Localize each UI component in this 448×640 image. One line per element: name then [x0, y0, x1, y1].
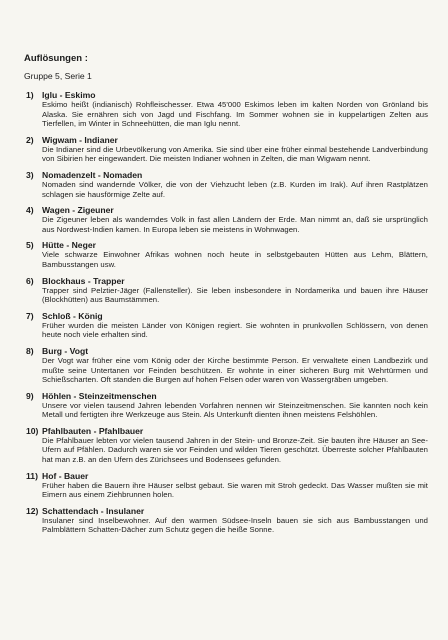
item-number: 11) — [26, 470, 38, 481]
answer-item — [0, 90, 448, 129]
item-description: Nomaden sind wandernde Völker, die von der Viehzucht leben (z.B. Kurden im Irak). Auf ihren Rastplätzen schlagen sie hausförmige Zelte auf. — [42, 179, 428, 199]
item-number: 10) — [26, 425, 39, 436]
item-description: Früher haben die Bauern ihre Häuser selbst gebaut. Sie waren mit Stroh gedeckt. Das Wasser mußten sie mit Eimern aus einem Ziehbrunnen holen. — [42, 480, 428, 500]
item-description: Eskimo heißt (indianisch) Rohfleischesser. Etwa 45'000 Eskimos leben im kalten Norden von Grönland bis Alaska. Sie ernähren sich von Jagd und Fischfang. Im Sommer wohnen sie in kuppelartigen Zelten aus Tierfellen, im Winter in Schneehütten, die man Iglu nennt. — [42, 100, 428, 129]
item-number: 3) — [26, 169, 34, 180]
item-title: Iglu - Eskimo — [42, 90, 96, 100]
answer-item — [0, 276, 448, 305]
item-number: 6) — [26, 275, 34, 286]
item-title: Burg - Vogt — [42, 345, 89, 356]
answer-item — [0, 205, 448, 234]
item-title: Wagen - Zigeuner — [42, 205, 114, 216]
item-number: 9) — [26, 390, 34, 401]
answer-item — [0, 391, 448, 420]
answer-item — [0, 311, 448, 340]
item-title: Wigwam - Indianer — [42, 134, 118, 145]
answer-item — [0, 471, 448, 500]
page-title: Auflösungen : — [24, 53, 88, 64]
item-number: 8) — [26, 345, 34, 356]
item-title: Schloß - König — [42, 310, 103, 321]
item-number: 7) — [26, 310, 34, 321]
answer-list — [0, 90, 448, 541]
item-number: 5) — [26, 240, 34, 251]
item-description: Insulaner sind Inselbewohner. Auf den warmen Südsee-Inseln bauen sie sich aus Bambusstangen und Palmblättern Schatten-Dächer zum Schutz gegen die heiße Sonne. — [42, 515, 428, 535]
item-title: Nomadenzelt - Nomaden — [42, 169, 143, 180]
item-number: 1) — [26, 90, 34, 100]
item-description: Trapper sind Pelztier-Jäger (Fallensteller). Sie leben insbesondere in Nordamerika und bauen ihre Häuser (Blockhütten) aus Baumstämmen. — [42, 285, 428, 305]
item-description: Die Zigeuner leben als wanderndes Volk in fast allen Ländern der Erde. Man nimmt an, daß sie ursprünglich aus Nordwest-Indien kamen. In Europa leben sie meistens in Wohnwagen. — [42, 215, 428, 234]
answer-item — [0, 135, 448, 164]
answer-item — [0, 346, 448, 385]
item-title: Hütte - Neger — [42, 240, 96, 251]
item-title: Hof - Bauer — [42, 470, 89, 481]
item-description: Unsere vor vielen tausend Jahren lebenden Vorfahren nennen wir Steinzeitmenschen. Sie kannten noch kein Metall und fertigten ihre Werkzeuge aus Stein. Als Unterkunft dienten ihnen meistens Felshöhlen. — [42, 400, 428, 420]
item-number: 2) — [26, 134, 34, 145]
item-description: Früher wurden die meisten Länder von Königen regiert. Sie wohnten in prunkvollen Schlössern, von denen heute noch viele erhalten sind. — [42, 320, 428, 340]
item-description: Die Pfahlbauer lebten vor vielen tausend Jahren in der Stein- und Bronze-Zeit. Sie bauten ihre Häuser an See-Ufern auf Pfählen. Dadurch waren sie vor Feinden und wilden Tieren geschützt. Überreste solcher Pfahlbauten hat man z.B. an den Ufern des Zürichsees und Bodensees gefunden. — [42, 435, 428, 465]
item-description: Die Indianer sind die Urbevölkerung von Amerika. Sie sind über eine früher einmal bestehende Landverbindung von Sibirien her eingewandert. Die meisten Indianer wohnen in Zelten, die man Wigwam nennt. — [42, 144, 428, 164]
answer-item — [0, 240, 448, 269]
answer-item — [0, 506, 448, 535]
item-title: Höhlen - Steinzeitmenschen — [42, 390, 157, 401]
item-title: Schattendach - Insulaner — [42, 505, 145, 516]
answer-item — [0, 426, 448, 465]
answer-item — [0, 170, 448, 199]
page-subtitle: Gruppe 5, Serie 1 — [24, 71, 92, 81]
item-description: Der Vogt war früher eine vom König oder der Kirche bestimmte Person. Er verwaltete einen Landbezirk und mußte seine Untertanen vor Feinden beschützen. Er wohnte in einer sicheren Burg mit Wehrtürmen und Schießscharten. Oft standen die Burgen auf hohen Felsen oder waren von Wassergräben umgeben. — [42, 355, 428, 385]
item-number: 4) — [26, 205, 34, 216]
item-description: Viele schwarze Einwohner Afrikas wohnen noch heute in selbstgebauten Hütten aus Lehm, Blättern, Bambusstangen usw. — [42, 250, 428, 269]
item-title: Blockhaus - Trapper — [42, 275, 125, 286]
item-number: 12) — [26, 505, 39, 516]
item-title: Pfahlbauten - Pfahlbauer — [42, 425, 144, 436]
